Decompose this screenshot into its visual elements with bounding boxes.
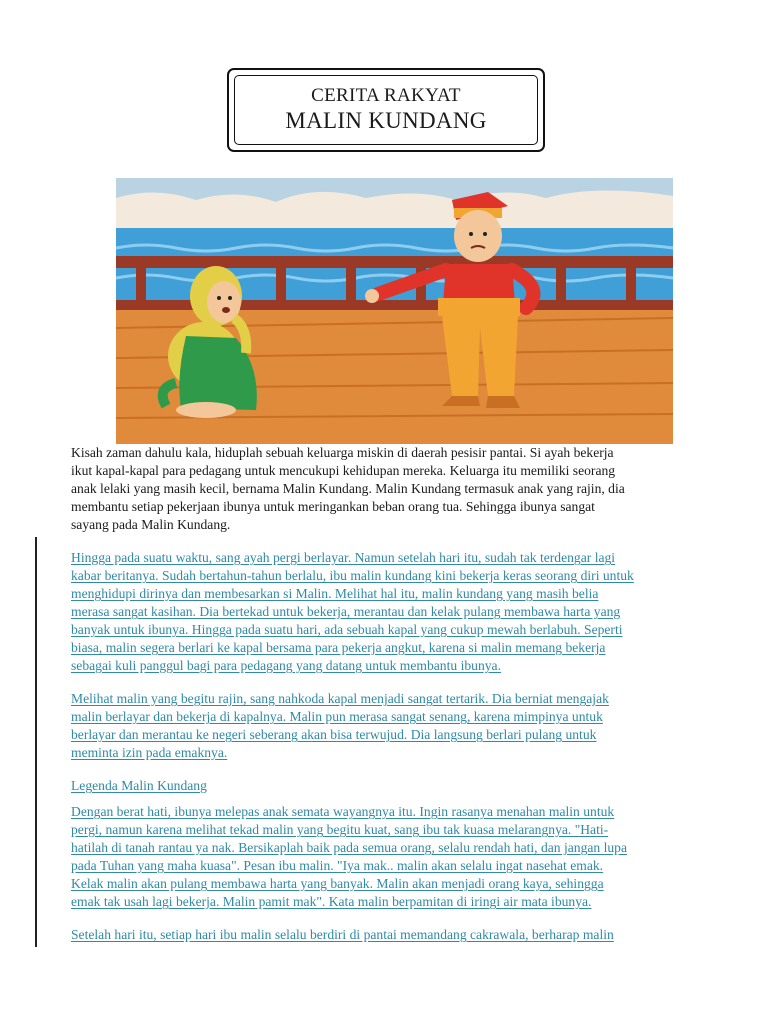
paragraph-line[interactable]: biasa, malin segera berlari ke kapal bersama para pekerja angkut, karena si malin memang bekerja <box>71 640 606 655</box>
paragraph-line[interactable]: emak tak usah lagi bekerja. Malin pamit mak". Kata malin berpamitan di iringi air mata ibunya. <box>71 894 592 909</box>
story-paragraph[interactable] <box>71 690 711 762</box>
title-box <box>227 68 545 152</box>
paragraph-line[interactable]: Kelak malin akan pulang membawa harta yang banyak. Malin akan menjadi orang kaya, sehingga <box>71 876 604 891</box>
title-line-2: MALIN KUNDANG <box>285 108 487 133</box>
paragraph-line[interactable]: berlayar dan merantau ke negeri seberang akan bisa terwujud. Dia langsung berlari pulang untuk <box>71 727 597 742</box>
paragraph-line[interactable]: sebagai kuli panggul bagi para pedagang yang datang untuk membantu ibunya. <box>71 658 501 673</box>
story-text <box>71 444 711 959</box>
story-paragraph[interactable] <box>71 926 711 944</box>
paragraph-line[interactable]: Dengan berat hati, ibunya melepas anak semata wayangnya itu. Ingin rasanya menahan malin untuk <box>71 804 615 819</box>
paragraph-line[interactable]: pergi, namun karena melihat tekad malin yang begitu kuat, sang ibu tak kuasa melarangnya. "Hati- <box>71 822 609 837</box>
story-illustration <box>116 178 673 444</box>
paragraph-line: membantu setiap pekerjaan ibunya untuk meringankan beban orang tua. Sehingga ibunya sangat <box>71 499 595 514</box>
paragraph-line[interactable]: malin berlayar dan bekerja di kapalnya. Malin pun merasa sangat senang, karena mimpinya untuk <box>71 709 603 724</box>
title-box-inner <box>234 75 538 145</box>
paragraph-line: anak lelaki yang masih kecil, bernama Malin Kundang. Malin Kundang termasuk anak yang rajin, dia <box>71 481 625 496</box>
section-heading[interactable] <box>71 777 711 795</box>
title-line-1: CERITA RAKYAT <box>311 85 461 106</box>
story-paragraph[interactable] <box>71 549 711 675</box>
paragraph-line[interactable]: Hingga pada suatu waktu, sang ayah pergi berlayar. Namun setelah hari itu, sudah tak terdengar lagi <box>71 550 616 565</box>
paragraph-line[interactable]: menghidupi dirinya dan membesarkan si Malin. Melihat hal itu, malin kundang yang masih belia <box>71 586 599 601</box>
story-paragraph <box>71 444 711 534</box>
paragraph-line: sayang pada Malin Kundang. <box>71 517 231 532</box>
paragraph-line[interactable]: pada Tuhan yang maha kuasa". Pesan ibu malin. "Iya mak.. malin akan selalu ingat nasehat emak. <box>71 858 604 873</box>
paragraph-line[interactable]: kabar beritanya. Sudah bertahun-tahun berlalu, ibu malin kundang kini bekerja keras seorang diri untuk <box>71 568 634 583</box>
illustration-svg <box>116 178 673 444</box>
paragraph-line[interactable]: merasa sangat kasihan. Dia bertekad untuk bekerja, merantau dan kelak pulang membawa harta yang <box>71 604 621 619</box>
paragraph-line[interactable]: hatilah di tanah rantau ya nak. Bersikaplah baik pada semua orang, selalu rendah hati, dan jangan lupa <box>71 840 628 855</box>
paragraph-line[interactable]: Legenda Malin Kundang <box>71 778 207 793</box>
paragraph-line[interactable]: Melihat malin yang begitu rajin, sang nahkoda kapal menjadi sangat tertarik. Dia berniat mengajak <box>71 691 609 706</box>
story-paragraph[interactable] <box>71 803 711 911</box>
paragraph-line[interactable]: meminta izin pada emaknya. <box>71 745 228 760</box>
paragraph-line: ikut kapal-kapal para pedagang untuk mencukupi kehidupan mereka. Keluarga itu memiliki seorang <box>71 463 616 478</box>
margin-rule <box>35 537 37 947</box>
paragraph-line[interactable]: banyak untuk ibunya. Hingga pada suatu hari, ada sebuah kapal yang cukup mewah berlabuh. Seperti <box>71 622 623 637</box>
paragraph-line: Kisah zaman dahulu kala, hiduplah sebuah keluarga miskin di daerah pesisir pantai. Si ayah bekerja <box>71 445 614 460</box>
paragraph-line[interactable]: Setelah hari itu, setiap hari ibu malin selalu berdiri di pantai memandang cakrawala, berharap malin <box>71 927 614 942</box>
